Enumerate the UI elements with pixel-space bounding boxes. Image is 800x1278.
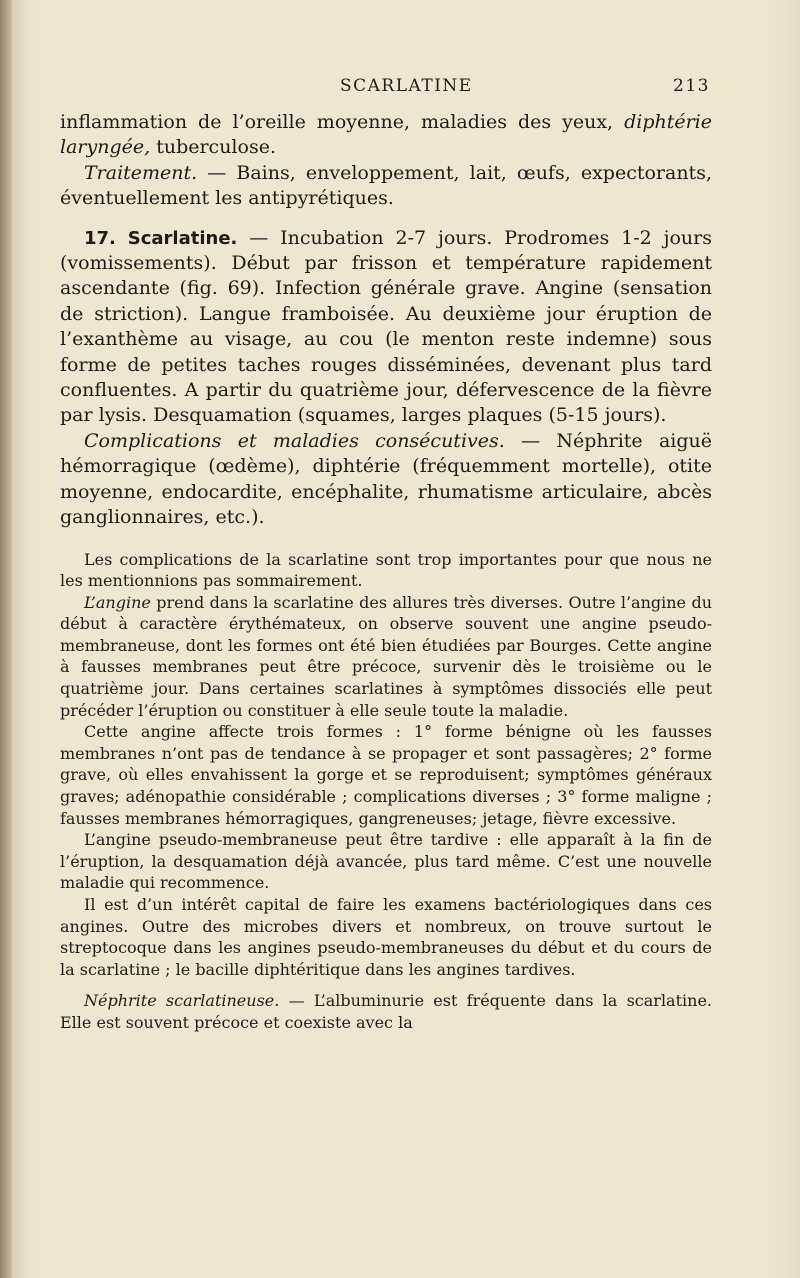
commentary-text xyxy=(60,549,712,1034)
paragraph-text: inflammation de l’oreille moyenne, maladies des yeux, xyxy=(60,111,625,133)
treatment-label: Traitement. xyxy=(84,161,198,184)
main-text xyxy=(60,110,712,531)
paragraph-nephrite xyxy=(60,990,712,1033)
paragraph-small: Cette angine affecte trois formes : 1° forme bénigne où les fausses membranes n’ont pas de tendance à se propager et sont passagères; 2° forme grave, où elles envahissent la gorge et se reproduisent; symptômes généraux graves; adénopathie considérable ; complications diverses ; 3° forme maligne ; fausses membranes hémorragiques, gangreneuses; jetage, fièvre excessive. xyxy=(60,722,712,828)
paragraph-continuation xyxy=(60,110,712,161)
page-header xyxy=(60,76,710,102)
complications-label: Complications et maladies consécutives. xyxy=(84,429,505,452)
paragraph-text: — Néphrite aiguë hémorragique (œdème), diphtérie (fréquemment mortelle), otite moyenne, endocardite, encéphalite, rhumatisme articulaire, abcès ganglionnaires, etc.). xyxy=(60,429,712,529)
paragraph-text: prend dans la scarlatine des allures très diverses. Outre l’angine du début à caractère érythémateux, on observe souvent une angine pseudo-membraneuse, dont les formes ont été bien étudiées par Bourges. Cette angine à fausses membranes peut être précoce, survenir dès le troisième ou le quatrième jour. Dans certaines scarlatines à symptômes dissociés elle peut précéder l’éruption ou constituer à elle seule toute la maladie. xyxy=(60,592,712,720)
angine-label: L’angine xyxy=(84,592,151,612)
paragraph-treatment xyxy=(60,161,712,212)
page-number: 213 xyxy=(673,76,710,96)
paragraph-small: Il est d’un intérêt capital de faire les examens bactériologiques dans ces angines. Outre des microbes divers et nombreux, on trouve surtout le streptocoque dans les angines pseudo-membraneuses du début et du cours de la scarlatine ; le bacille diphtéritique dans les angines tardives. xyxy=(60,895,712,979)
book-spine-shadow xyxy=(0,0,12,1278)
paragraph-angine xyxy=(60,592,712,722)
page-body xyxy=(60,110,712,1034)
italic-term: diphtérie laryngée, xyxy=(60,111,712,159)
section-number: 17. xyxy=(84,227,116,249)
paragraph-text: — L’albuminurie est fréquente dans la scarlatine. Elle est souvent précoce et coexiste avec la xyxy=(60,991,713,1032)
section-scarlatine xyxy=(60,226,712,429)
paragraph-small: Les complications de la scarlatine sont trop importantes pour que nous ne les mentionnions pas sommairement. xyxy=(60,549,712,591)
section-title: Scarlatine. xyxy=(127,227,238,249)
running-title: SCARLATINE xyxy=(340,76,473,96)
nephrite-label: Néphrite scarlatineuse. xyxy=(84,991,280,1011)
paragraph-complications xyxy=(60,429,712,531)
paragraph-small: L’angine pseudo-membraneuse peut être tardive : elle apparaît à la fin de l’éruption, la desquamation déjà avancée, plus tard même. C’est une nouvelle maladie qui recommence. xyxy=(60,830,712,893)
paragraph-text: — Bains, enveloppement, lait, œufs, expectorants, éventuellement les antipyrétiques. xyxy=(60,161,712,210)
paragraph-text: tuberculose. xyxy=(150,136,276,159)
paragraph-text: — Incubation 2-7 jours. Prodromes 1-2 jours (vomissements). Début par frisson et température rapidement ascendante (fig. 69). Infection générale grave. Angine (sensation de striction). Langue framboisée. Au deuxième jour éruption de l’exanthème au visage, au cou (le menton reste indemne) sous forme de petites taches rouges disséminées, devenant plus tard confluentes. A partir du quatrième jour, défervescence de la fièvre par lysis. Desquamation (squames, larges plaques (5-15 jours). xyxy=(60,226,712,427)
